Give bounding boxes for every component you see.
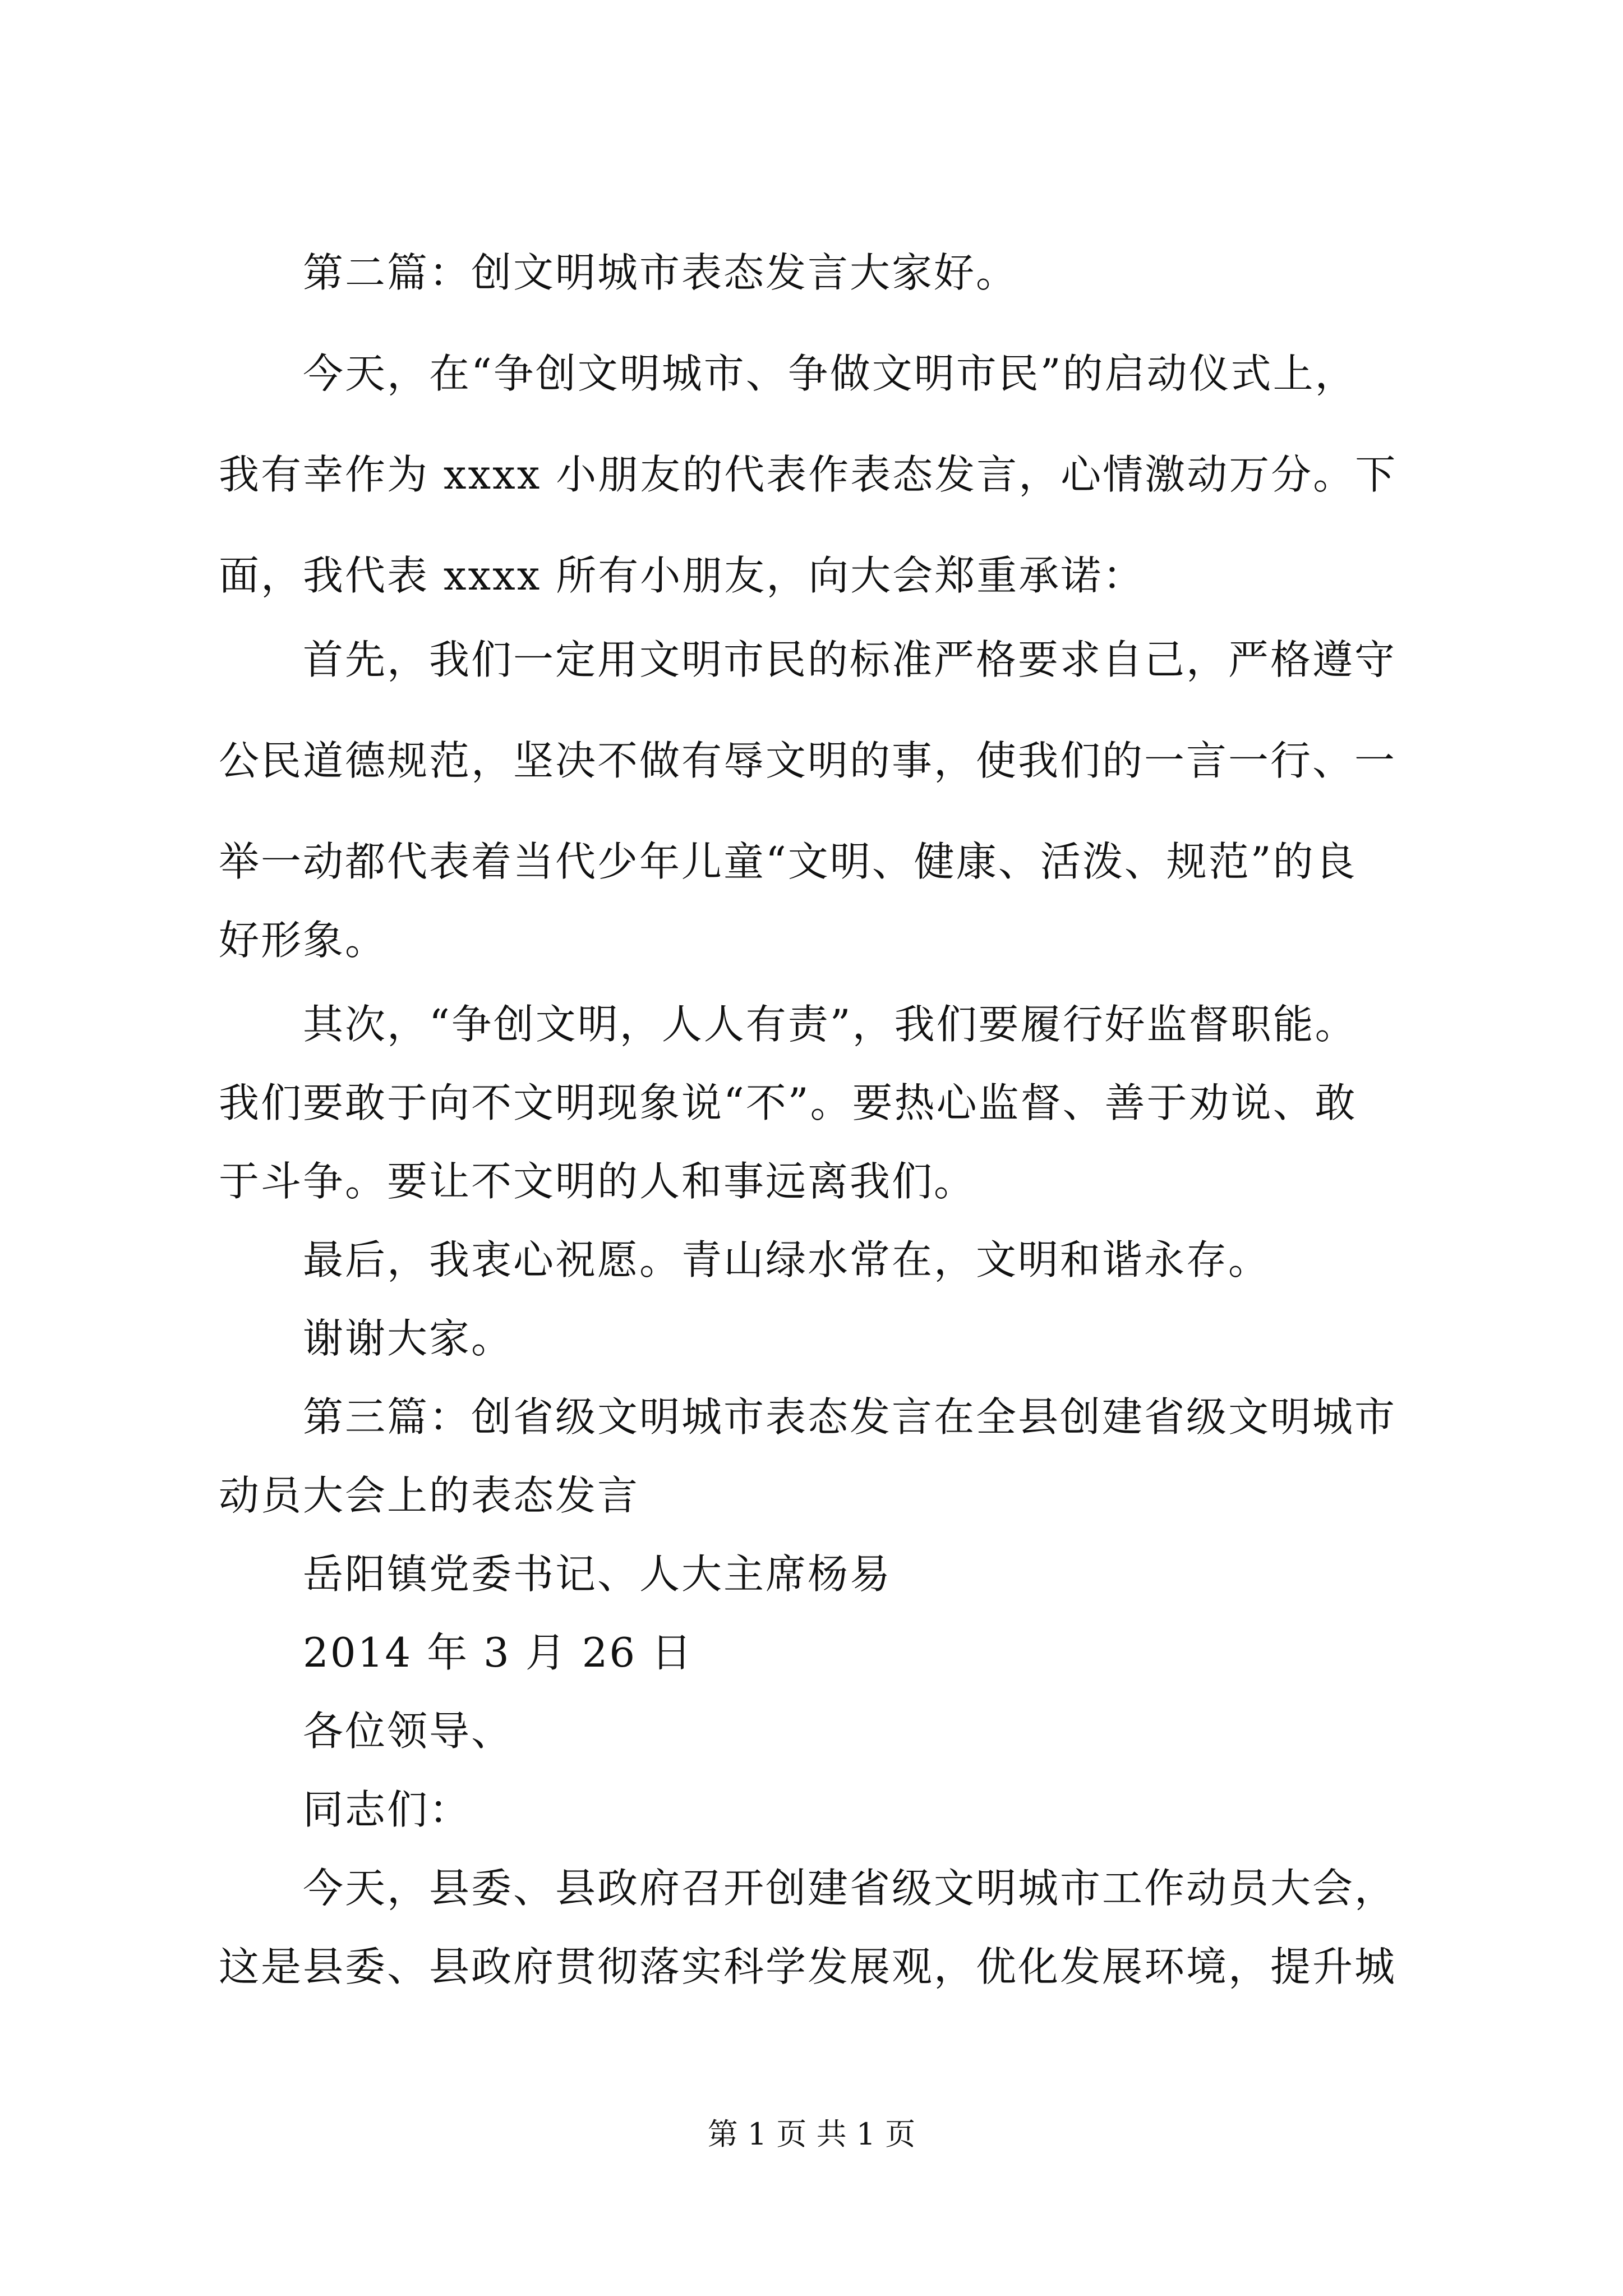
text-line: 这是县委、县政府贯彻落实科学发展观，优化发展环境，提升城: [219, 1943, 1397, 1990]
text-line: 今天，在“争创文明城市、争做文明市民”的启动仪式上，: [303, 350, 1357, 397]
text-line: 面，我代表 xxxx 所有小朋友，向大会郑重承诺：: [219, 552, 1145, 599]
text-line: 首先，我们一定用文明市民的标准严格要求自己，严格遵守: [303, 636, 1397, 683]
text-line: 我有幸作为 xxxx 小朋友的代表作表态发言，心情激动万分。下: [219, 451, 1398, 498]
text-line: 各位领导、: [303, 1708, 514, 1755]
text-line: 第三篇：创省级文明城市表态发言在全县创建省级文明城市: [303, 1393, 1397, 1441]
text-line: 举一动都代表着当代少年儿童“文明、健康、活泼、规范”的良: [219, 838, 1357, 885]
text-line: 谢谢大家。: [303, 1315, 514, 1362]
text-line: 2014 年 3 月 26 日: [303, 1629, 694, 1676]
text-line: 岳阳镇党委书记、人大主席杨易: [303, 1550, 892, 1598]
text-line: 第二篇：创文明城市表态发言大家好。: [303, 249, 1018, 296]
text-line: 其次，“争创文明，人人有责”，我们要履行好监督职能。: [303, 1001, 1357, 1048]
text-line: 动员大会上的表态发言: [219, 1472, 640, 1519]
text-line: 今天，县委、县政府召开创建省级文明城市工作动员大会，: [303, 1865, 1397, 1912]
text-line: 我们要敢于向不文明现象说“不”。要热心监督、善于劝说、敢: [219, 1079, 1357, 1126]
text-line: 好形象。: [219, 917, 388, 964]
page-footer: 第 1 页 共 1 页: [707, 2116, 916, 2152]
text-line: 最后，我衷心祝愿。青山绿水常在，文明和谐永存。: [303, 1236, 1271, 1283]
text-line: 于斗争。要让不文明的人和事远离我们。: [219, 1158, 976, 1205]
text-line: 同志们：: [303, 1786, 472, 1833]
text-line: 公民道德规范，坚决不做有辱文明的事，使我们的一言一行、一: [219, 737, 1397, 784]
